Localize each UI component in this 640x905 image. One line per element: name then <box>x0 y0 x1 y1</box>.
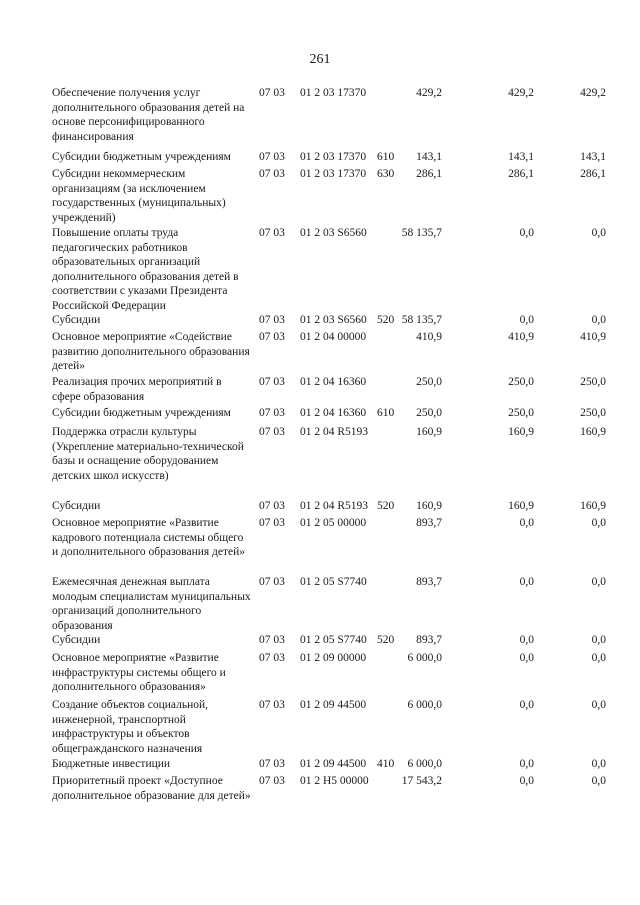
row-target-article: 01 2 09 44500 <box>300 758 367 770</box>
row-value-2: 0,0 <box>519 576 534 588</box>
row-value-2: 160,9 <box>508 500 534 512</box>
row-section: 07 03 <box>259 331 285 343</box>
row-value-2: 0,0 <box>519 517 534 529</box>
row-value-3: 250,0 <box>580 376 606 388</box>
row-expense-type: 610 <box>377 407 395 419</box>
row-name: Повышение оплаты труда педагогических работников образовательных организаций дополнительного образования детей в соответствии с указами Президента Российской Федерации <box>52 227 239 312</box>
row-value-2: 0,0 <box>519 634 534 646</box>
row-value-3: 286,1 <box>580 168 606 180</box>
row-expense-type: 520 <box>377 314 395 326</box>
row-name: Приоритетный проект «Доступное дополнительное образование для детей» <box>52 775 251 802</box>
row-value-1: 6 000,0 <box>407 758 442 770</box>
row-name: Основное мероприятие «Развитие инфраструктуры системы общего и дополнительного образования» <box>52 652 226 693</box>
row-value-1: 893,7 <box>416 517 442 529</box>
row-name: Создание объектов социальной, инженерной, транспортной инфраструктуры и объектов общегражданского назначения <box>52 699 209 755</box>
row-value-2: 160,9 <box>508 426 534 438</box>
row-value-3: 0,0 <box>591 517 606 529</box>
row-section: 07 03 <box>259 576 285 588</box>
row-target-article: 01 2 05 00000 <box>300 517 367 529</box>
row-target-article: 01 2 03 S6560 <box>300 314 367 326</box>
row-section: 07 03 <box>259 314 285 326</box>
row-section: 07 03 <box>259 758 285 770</box>
row-value-1: 250,0 <box>416 376 442 388</box>
row-target-article: 01 2 Н5 00000 <box>300 775 369 787</box>
row-expense-type: 520 <box>377 634 395 646</box>
row-expense-type: 630 <box>377 168 395 180</box>
row-section: 07 03 <box>259 151 285 163</box>
row-expense-type: 520 <box>377 500 395 512</box>
row-value-2: 0,0 <box>519 699 534 711</box>
row-target-article: 01 2 03 17370 <box>300 151 367 163</box>
row-name: Субсидии некоммерческим организациям (за исключением государственных (муниципальных) учреждений) <box>52 168 226 224</box>
row-value-1: 893,7 <box>416 634 442 646</box>
row-target-article: 01 2 05 S7740 <box>300 576 367 588</box>
row-value-3: 0,0 <box>591 576 606 588</box>
row-name: Субсидии <box>52 500 101 512</box>
row-value-3: 0,0 <box>591 699 606 711</box>
row-value-1: 410,9 <box>416 331 442 343</box>
row-name: Субсидии <box>52 314 101 326</box>
page-number: 261 <box>309 52 331 67</box>
row-value-2: 0,0 <box>519 227 534 239</box>
row-section: 07 03 <box>259 500 285 512</box>
row-value-2: 410,9 <box>508 331 534 343</box>
row-target-article: 01 2 05 S7740 <box>300 634 367 646</box>
row-section: 07 03 <box>259 227 285 239</box>
row-section: 07 03 <box>259 376 285 388</box>
row-name: Ежемесячная денежная выплата молодым специалистам муниципальных организаций дополнительного образования <box>52 576 251 632</box>
row-section: 07 03 <box>259 168 285 180</box>
row-value-3: 0,0 <box>591 314 606 326</box>
row-value-1: 17 543,2 <box>401 775 442 787</box>
row-value-3: 429,2 <box>580 87 606 99</box>
row-value-3: 160,9 <box>580 426 606 438</box>
row-name: Поддержка отрасли культуры (Укрепление материально-технической базы и оснащение оборудованием детских школ искусств) <box>52 426 244 482</box>
row-section: 07 03 <box>259 652 285 664</box>
row-value-1: 160,9 <box>416 426 442 438</box>
row-value-3: 0,0 <box>591 634 606 646</box>
row-target-article: 01 2 04 R5193 <box>300 500 369 512</box>
row-value-1: 6 000,0 <box>407 699 442 711</box>
row-section: 07 03 <box>259 426 285 438</box>
row-value-3: 0,0 <box>591 652 606 664</box>
row-section: 07 03 <box>259 775 285 787</box>
row-name: Субсидии бюджетным учреждениям <box>52 151 231 163</box>
row-value-1: 58 135,7 <box>401 314 442 326</box>
row-target-article: 01 2 03 17370 <box>300 87 367 99</box>
row-value-1: 160,9 <box>416 500 442 512</box>
row-value-3: 0,0 <box>591 227 606 239</box>
row-target-article: 01 2 09 00000 <box>300 652 367 664</box>
row-target-article: 01 2 03 17370 <box>300 168 367 180</box>
row-value-2: 0,0 <box>519 775 534 787</box>
row-value-3: 250,0 <box>580 407 606 419</box>
row-value-3: 0,0 <box>591 775 606 787</box>
row-value-2: 143,1 <box>508 151 534 163</box>
row-name: Основное мероприятие «Содействие развитию дополнительного образования детей» <box>52 331 250 372</box>
row-target-article: 01 2 03 S6560 <box>300 227 367 239</box>
row-name: Основное мероприятие «Развитие кадрового потенциала системы общего и дополнительного образования детей» <box>52 517 246 558</box>
row-value-2: 286,1 <box>508 168 534 180</box>
row-value-2: 429,2 <box>508 87 534 99</box>
row-value-1: 143,1 <box>416 151 442 163</box>
row-name: Бюджетные инвестиции <box>52 758 171 770</box>
row-target-article: 01 2 04 00000 <box>300 331 367 343</box>
row-section: 07 03 <box>259 699 285 711</box>
row-value-2: 250,0 <box>508 407 534 419</box>
row-value-1: 429,2 <box>416 87 442 99</box>
row-section: 07 03 <box>259 517 285 529</box>
row-target-article: 01 2 04 16360 <box>300 376 367 388</box>
row-value-1: 250,0 <box>416 407 442 419</box>
row-value-3: 410,9 <box>580 331 606 343</box>
row-value-1: 58 135,7 <box>401 227 442 239</box>
row-name: Реализация прочих мероприятий в сфере образования <box>52 376 222 403</box>
row-value-2: 250,0 <box>508 376 534 388</box>
row-target-article: 01 2 09 44500 <box>300 699 367 711</box>
row-expense-type: 610 <box>377 151 395 163</box>
row-section: 07 03 <box>259 407 285 419</box>
row-value-2: 0,0 <box>519 314 534 326</box>
row-value-2: 0,0 <box>519 652 534 664</box>
row-target-article: 01 2 04 R5193 <box>300 426 369 438</box>
row-value-1: 286,1 <box>416 168 442 180</box>
row-expense-type: 410 <box>377 758 395 770</box>
row-name: Обеспечение получения услуг дополнительного образования детей на основе персонифицированного финансирования <box>52 87 245 143</box>
row-value-3: 143,1 <box>580 151 606 163</box>
row-value-1: 893,7 <box>416 576 442 588</box>
row-section: 07 03 <box>259 634 285 646</box>
row-value-3: 160,9 <box>580 500 606 512</box>
row-target-article: 01 2 04 16360 <box>300 407 367 419</box>
row-value-1: 6 000,0 <box>407 652 442 664</box>
row-value-3: 0,0 <box>591 758 606 770</box>
row-section: 07 03 <box>259 87 285 99</box>
row-name: Субсидии бюджетным учреждениям <box>52 407 231 419</box>
row-value-2: 0,0 <box>519 758 534 770</box>
row-name: Субсидии <box>52 634 101 646</box>
